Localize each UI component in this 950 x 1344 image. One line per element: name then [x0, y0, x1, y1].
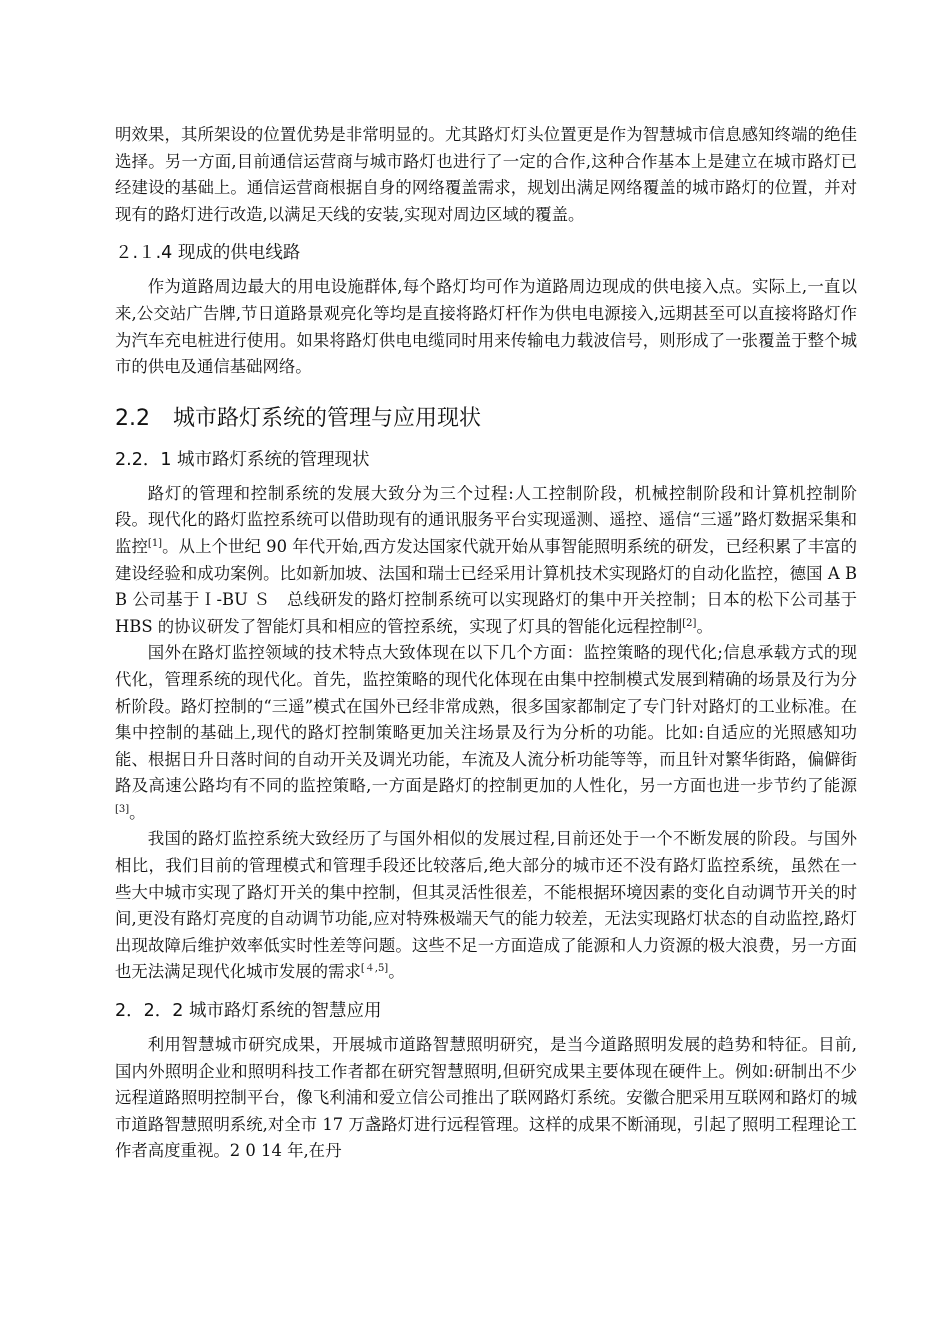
paragraph-text: 。: [696, 616, 713, 636]
citation-ref: [1]: [147, 537, 163, 549]
body-paragraph: [115, 481, 857, 641]
paragraph-text: 我国的路灯监控系统大致经历了与国外相似的发展过程,目前还处于一个不断发展的阶段。与国外相比，我们目前的管理模式和管理手段还比较落后,绝大部分的城市还不没有路灯监控系统，虽然在一些大中城市实现了路灯开关的集中控制，但其灵活性很差，不能根据环境因素的变化自动调节开关的时间,更没有路灯亮度的自动调节功能,应对特殊极端天气的能力较差，无法实现路灯状态的自动监控,路灯出现故障后维护效率低实时性差等问题。这些不足一方面造成了能源和人力资源的极大浪费，另一方面也无法满足现代化城市发展的需求: [115, 829, 857, 982]
paragraph-text: 路灯的管理和控制系统的发展大致分为三个过程:人工控制阶段，机械控制阶段和计算机控制阶段。现代化的路灯监控系统可以借助现有的通讯服务平台实现遥测、遥控、遥信“三遥”路灯数据采集和监控: [115, 483, 857, 556]
citation-ref: [2]: [682, 617, 697, 629]
section-heading-2-2-2: 2．2．2 城市路灯系统的智慧应用: [115, 1001, 382, 1022]
body-paragraph: 作为道路周边最大的用电设施群体,每个路灯均可作为道路周边现成的供电接入点。实际上,一直以来,公交站广告牌,节日道路景观亮化等均是直接将路灯杆作为供电电源接入,远期甚至可以直接将路灯作为汽车充电桩进行使用。如果将路灯供电电缆同时用来传输电力载波信号，则形成了一张覆盖于整个城市的供电及通信基础网络。: [115, 277, 857, 377]
body-paragraph: [115, 826, 857, 986]
section-heading-2-1-4: ２.１.4 现成的供电线路: [115, 243, 301, 264]
chapter-number: 2.2: [115, 405, 150, 431]
paragraph-text: 国外在路灯监控领域的技术特点大致体现在以下几个方面：监控策略的现代化;信息承载方式的现代化，管理系统的现代化。首先，监控策略的现代化体现在由集中控制模式发展到精确的场景及行为分析阶段。路灯控制的“三遥”模式在国外已经非常成熟，很多国家都制定了专门针对路灯的工业标准。在集中控制的基础上,现代的路灯控制策略更加关注场景及行为分析的功能。比如:自适应的光照感知功能、根据日升日落时间的自动开关及调光功能，车流及人流分析功能等等，而且针对繁华街路，偏僻街路及高速公路均有不同的监控策略,一方面是路灯的控制更加的人性化，另一方面也进一步节约了能源: [115, 643, 857, 796]
section-heading-2-2-1: 2.2．1 城市路灯系统的管理现状: [115, 449, 370, 470]
body-paragraph: 明效果，其所架设的位置优势是非常明显的。尤其路灯灯头位置更是作为智慧城市信息感知终端的绝佳选择。另一方面,目前通信运营商与城市路灯也进行了一定的合作,这种合作基本上是建立在城市路灯已经建设的基础上。通信运营商根据自身的网络覆盖需求，规划出满足网络覆盖的城市路灯的位置，并对现有的路灯进行改造,以满足天线的安装,实现对周边区域的覆盖。: [115, 125, 857, 224]
citation-ref: [3]: [115, 803, 130, 815]
chapter-title: 城市路灯系统的管理与应用现状: [173, 405, 482, 431]
body-paragraph: [115, 640, 857, 826]
paragraph-text: 。从上个世纪 90 年代开始,西方发达国家代就开始从事智能照明系统的研发，已经积累了丰富的建设经验和成功案例。比如新加坡、法国和瑞士已经采用计算机技术实现路灯的自动化监控，德国 A B B 公司基于Ｉ-BU Ｓ 总线研发的路灯控制系统可以实现路灯的集中开关控制；日本的松下公司基于 HBS 的协议研发了智能灯具和相应的管控系统，实现了灯具的智能化远程控制: [115, 536, 858, 636]
paragraph-text: 。: [388, 962, 405, 982]
paragraph-text: 。: [129, 802, 146, 822]
chapter-heading-2-2: [115, 403, 857, 435]
body-paragraph: 利用智慧城市研究成果，开展城市道路智慧照明研究，是当今道路照明发展的趋势和特征。目前,国内外照明企业和照明科技工作者都在研究智慧照明,但研究成果主要体现在硬件上。例如:研制出不少远程道路照明控制平台，像飞利浦和爱立信公司推出了联网路灯系统。安徽合肥采用互联网和路灯的城市道路智慧照明系统,对全市 17 万盏路灯进行远程管理。这样的成果不断涌现，引起了照明工程理论工作者高度重视。2 0 14 年,在丹: [115, 1035, 857, 1161]
page-content: [115, 122, 857, 1165]
citation-ref: [４,5]: [360, 963, 389, 975]
